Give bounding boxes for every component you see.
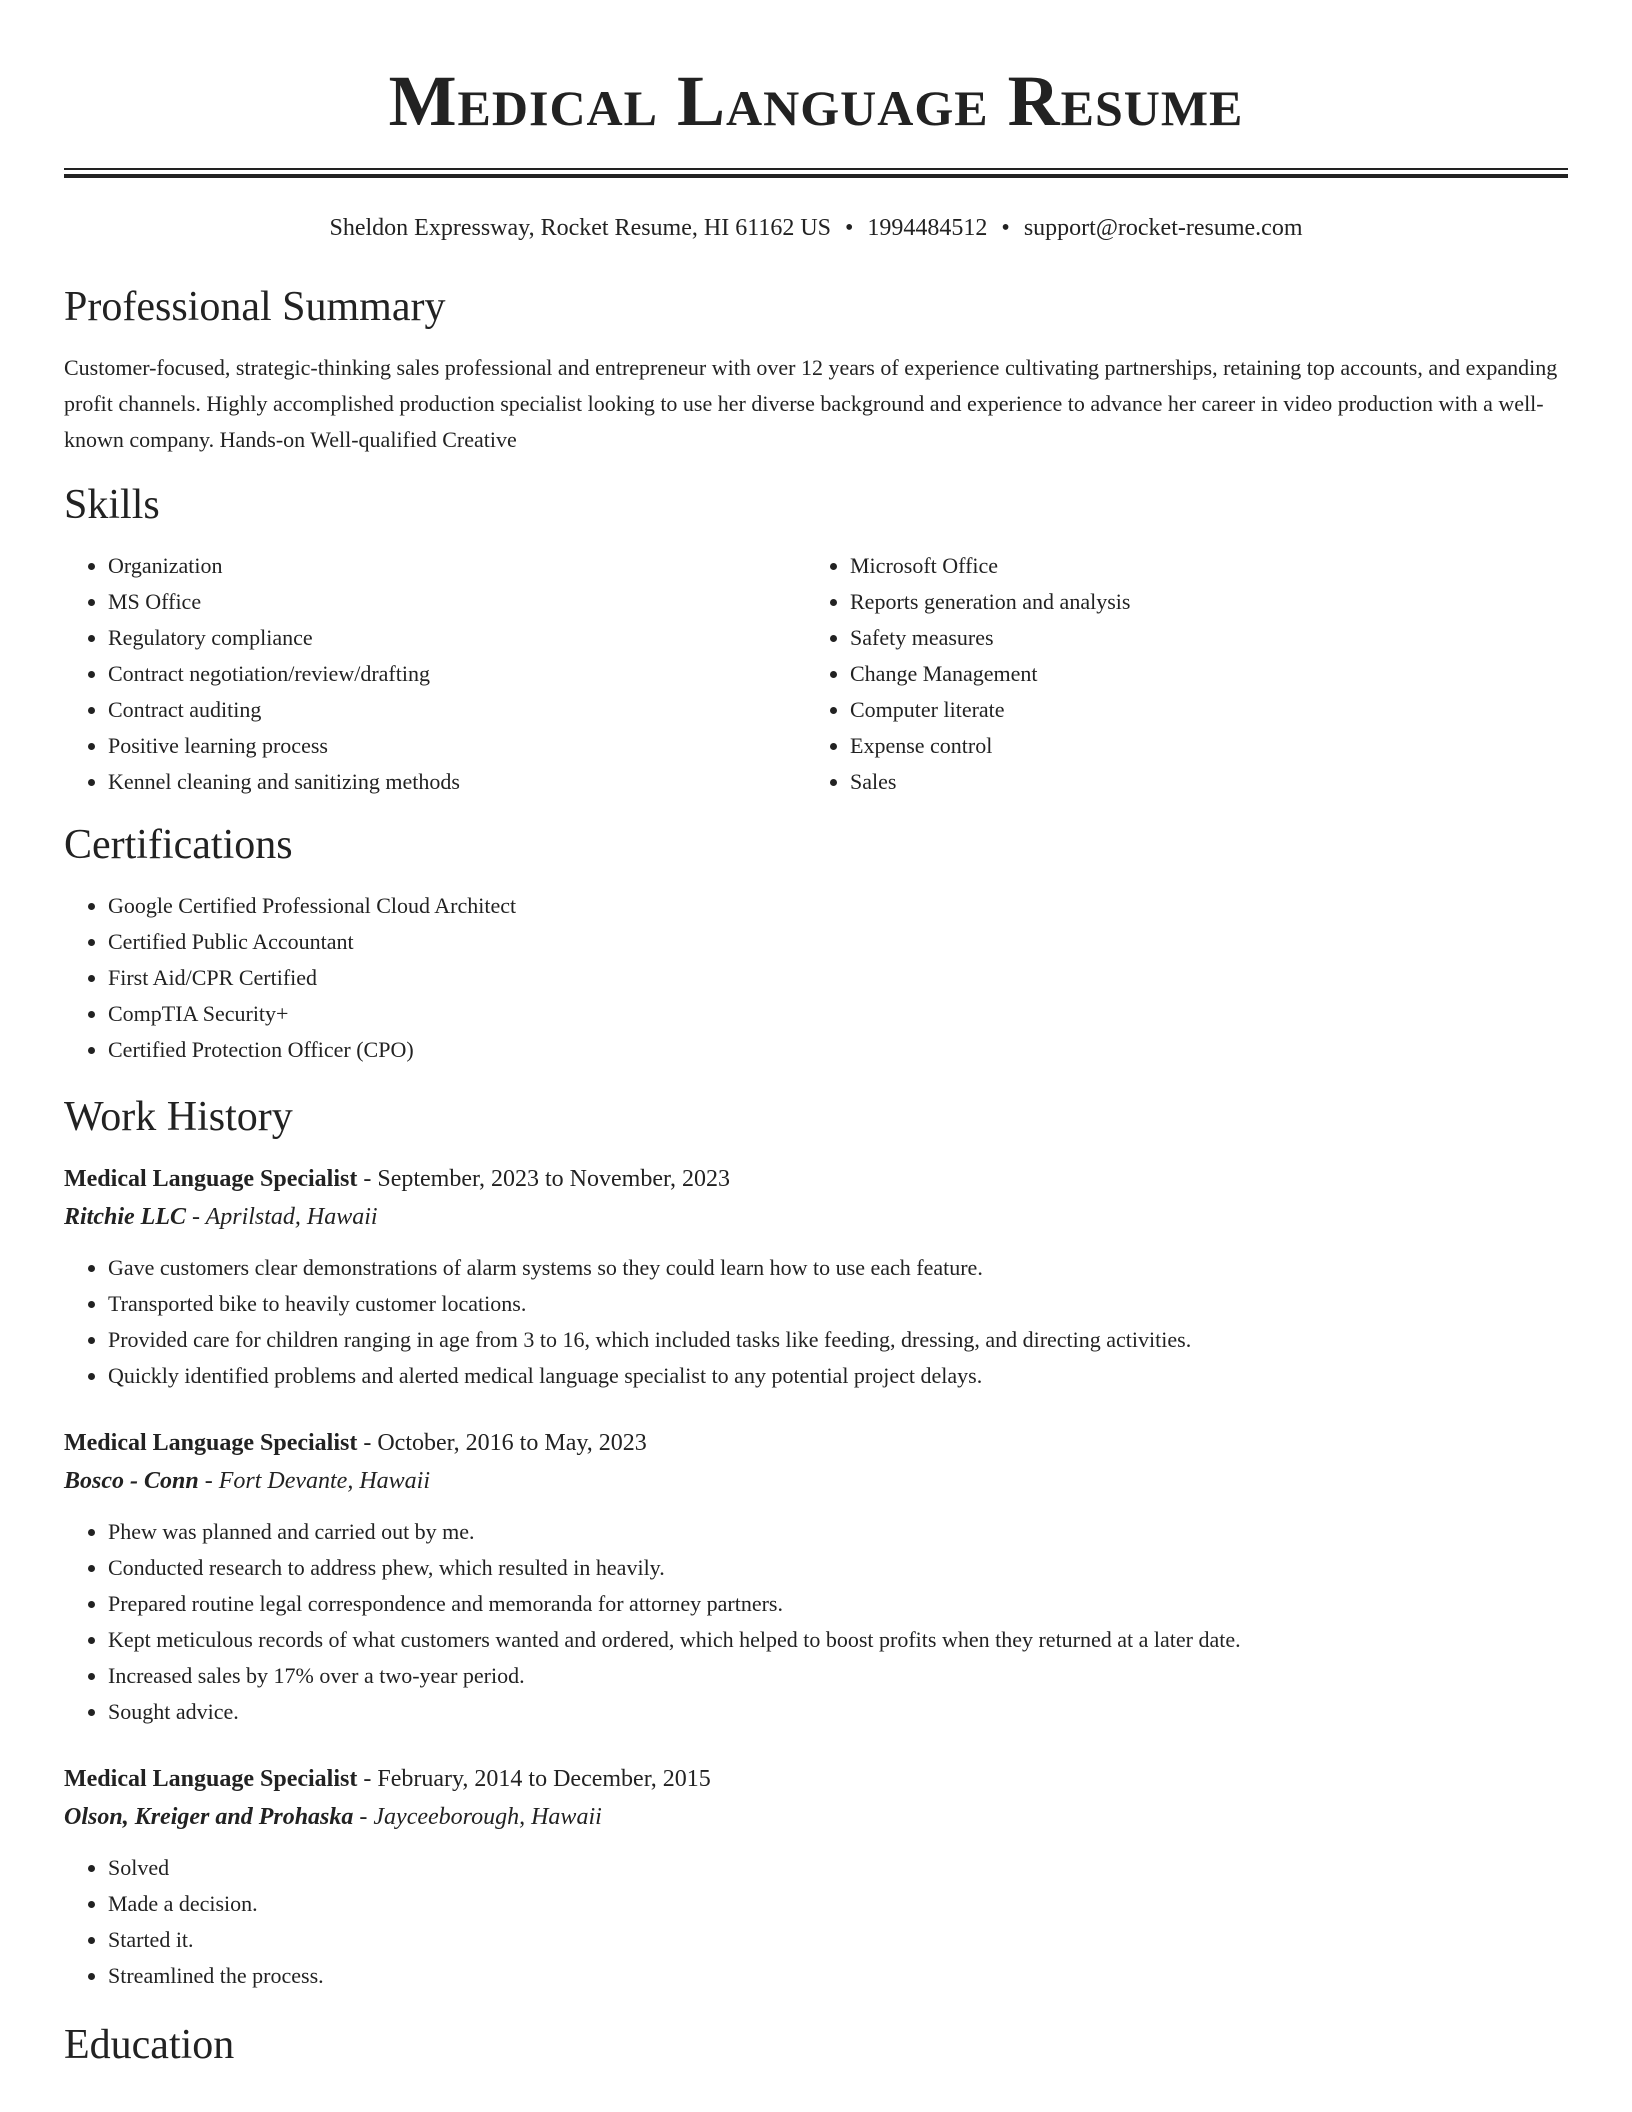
job-dates: February, 2014 to December, 2015 — [377, 1766, 711, 1792]
certifications-heading: Certifications — [64, 822, 293, 868]
job-duty: • Gave customers clear demonstrations of alarm systems so they could learn how to use each feature. — [108, 1250, 1568, 1286]
job-entry — [64, 1160, 1568, 1394]
skill-item: • Contract auditing — [108, 692, 806, 728]
skill-item: • MS Office — [108, 584, 806, 620]
skills-column-left — [64, 548, 806, 800]
job-duty: • Increased sales by 17% over a two-year period. — [108, 1658, 1568, 1694]
company-name: Ritchie LLC — [64, 1204, 186, 1230]
job-duties-list — [64, 1514, 1568, 1730]
job-location: Jayceeborough, Hawaii — [373, 1804, 602, 1830]
job-duty: • Conducted research to address phew, which resulted in heavily. — [108, 1550, 1568, 1586]
skills-list-left — [64, 548, 806, 800]
summary-heading: Professional Summary — [64, 284, 446, 330]
job-duty: • Provided care for children ranging in age from 3 to 16, which included tasks like feeding, dressing, and directing activities. — [108, 1322, 1568, 1358]
job-dates: October, 2016 to May, 2023 — [377, 1430, 647, 1456]
company-line — [64, 1198, 1568, 1236]
skill-item: • Computer literate — [850, 692, 1548, 728]
contact-separator: • — [845, 215, 854, 241]
job-duty: • Phew was planned and carried out by me. — [108, 1514, 1568, 1550]
skill-item: • Kennel cleaning and sanitizing methods — [108, 764, 806, 800]
summary-text: Customer-focused, strategic-thinking sales professional and entrepreneur with over 12 years of experience cultivating partnerships, retaining top accounts, and expanding profit channels. Highly accomplished production specialist looking to use her diverse background and experience to advance her career in video production with a well-known company. Hands-on Well-qualified Creative — [64, 355, 1558, 452]
resume-title: Medical Language Resume — [388, 61, 1244, 141]
skills-grid — [64, 548, 1568, 800]
contact-phone: 1994484512 — [867, 215, 988, 241]
job-duty: • Started it. — [108, 1922, 1568, 1958]
job-location: Fort Devante, Hawaii — [218, 1468, 431, 1494]
skill-item: • Microsoft Office — [850, 548, 1548, 584]
dash-separator: - — [186, 1204, 206, 1230]
job-entry — [64, 1424, 1568, 1730]
contact-email: support@rocket-resume.com — [1023, 215, 1303, 241]
certification-item: • Google Certified Professional Cloud Architect — [108, 888, 1568, 924]
dash-separator: - — [357, 1766, 378, 1792]
work-history-heading: Work History — [64, 1094, 293, 1140]
contact-line — [64, 212, 1568, 244]
dash-separator: - — [353, 1804, 374, 1830]
job-dates: September, 2023 to November, 2023 — [377, 1166, 731, 1192]
skills-column-right — [806, 548, 1548, 800]
company-line — [64, 1462, 1568, 1500]
skill-item: • Expense control — [850, 728, 1548, 764]
skill-item: • Change Management — [850, 656, 1548, 692]
job-duty: • Quickly identified problems and alerted medical language specialist to any potential project delays. — [108, 1358, 1568, 1394]
job-duties-list — [64, 1250, 1568, 1394]
job-duty: • Sought advice. — [108, 1694, 1568, 1730]
skills-list-right — [806, 548, 1548, 800]
certification-item: • Certified Public Accountant — [108, 924, 1568, 960]
company-name: Bosco - Conn — [64, 1468, 199, 1494]
skill-item: • Reports generation and analysis — [850, 584, 1548, 620]
skill-item: • Contract negotiation/review/drafting — [108, 656, 806, 692]
skills-heading: Skills — [64, 482, 160, 528]
job-duty: • Made a decision. — [108, 1886, 1568, 1922]
company-line — [64, 1798, 1568, 1836]
dash-separator: - — [357, 1166, 378, 1192]
job-duty: • Transported bike to heavily customer locations. — [108, 1286, 1568, 1322]
job-location: Aprilstad, Hawaii — [205, 1204, 378, 1230]
skill-item: • Positive learning process — [108, 728, 806, 764]
certifications-list — [64, 888, 1568, 1068]
title-divider — [64, 168, 1568, 178]
contact-address: Sheldon Expressway, Rocket Resume, HI 61162 US — [329, 215, 831, 241]
dash-separator: - — [357, 1430, 378, 1456]
dash-separator: - — [198, 1468, 219, 1494]
job-title: Medical Language Specialist — [64, 1166, 358, 1192]
skill-item: • Safety measures — [850, 620, 1548, 656]
job-title-line — [64, 1424, 1568, 1462]
job-duty: • Kept meticulous records of what customers wanted and ordered, which helped to boost profits when they returned at a later date. — [108, 1622, 1568, 1658]
skill-item: • Sales — [850, 764, 1548, 800]
certification-item: • First Aid/CPR Certified — [108, 960, 1568, 996]
certification-item: • Certified Protection Officer (CPO) — [108, 1032, 1568, 1068]
job-title-line — [64, 1160, 1568, 1198]
resume-content — [64, 56, 1568, 2070]
education-heading: Education — [64, 2022, 235, 2068]
job-duty: • Streamlined the process. — [108, 1958, 1568, 1994]
job-title: Medical Language Specialist — [64, 1766, 358, 1792]
skill-item: • Regulatory compliance — [108, 620, 806, 656]
job-title: Medical Language Specialist — [64, 1430, 358, 1456]
skill-item: • Organization — [108, 548, 806, 584]
job-title-line — [64, 1760, 1568, 1798]
job-duty: • Solved — [108, 1850, 1568, 1886]
job-duties-list — [64, 1850, 1568, 1994]
job-duty: • Prepared routine legal correspondence and memoranda for attorney partners. — [108, 1586, 1568, 1622]
contact-separator: • — [1001, 215, 1010, 241]
certification-item: • CompTIA Security+ — [108, 996, 1568, 1032]
company-name: Olson, Kreiger and Prohaska — [64, 1804, 354, 1830]
job-entry — [64, 1760, 1568, 1994]
